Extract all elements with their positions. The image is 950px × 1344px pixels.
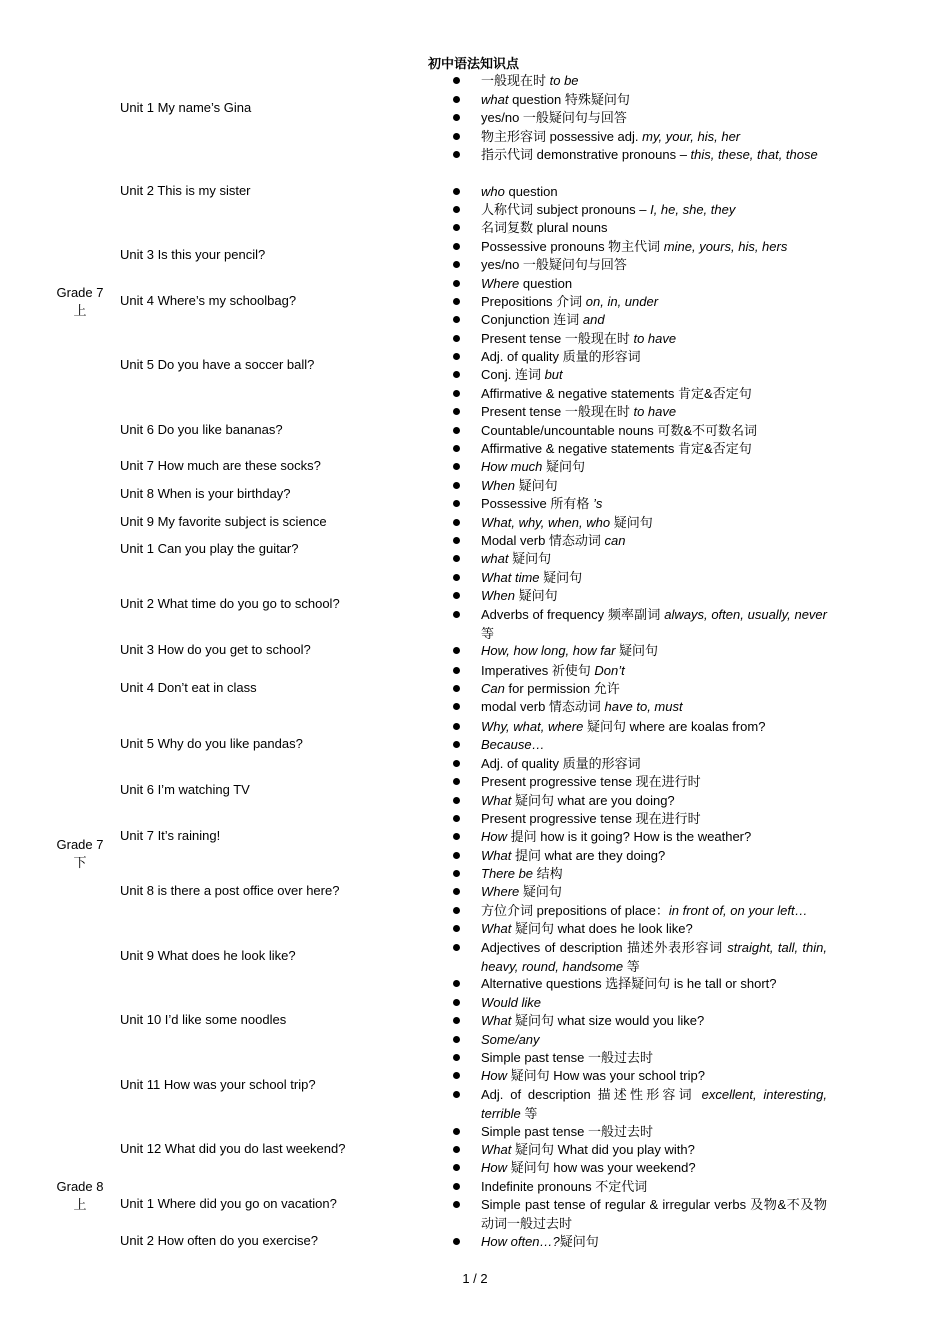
grammar-point bbox=[453, 698, 827, 717]
grammar-point-text: Some/any bbox=[481, 1032, 540, 1047]
unit-title: Unit 11 How was your school trip? bbox=[120, 1077, 316, 1092]
grammar-point bbox=[453, 1178, 827, 1197]
grammar-point bbox=[453, 293, 827, 312]
grammar-point-text: Adj. of description 描述性形容词 excellent, interesting, terrible 等 bbox=[481, 1087, 828, 1121]
grammar-point bbox=[453, 1049, 827, 1068]
grammar-point bbox=[453, 532, 827, 551]
grade-label bbox=[44, 1178, 116, 1214]
grammar-point bbox=[453, 201, 827, 220]
grammar-point-text: who question bbox=[481, 184, 558, 199]
bullet-icon bbox=[453, 703, 460, 710]
grammar-point-text: How 提问 how is it going? How is the weather? bbox=[481, 829, 752, 844]
grammar-point-text: Adj. of quality 质量的形容词 bbox=[481, 349, 641, 364]
bullet-icon bbox=[453, 611, 460, 618]
grammar-point-text: What, why, when, who 疑问句 bbox=[481, 515, 653, 530]
grammar-point bbox=[453, 587, 827, 606]
bullet-icon bbox=[453, 723, 460, 730]
grammar-point bbox=[453, 902, 827, 921]
document-title: 初中语法知识点 bbox=[428, 56, 520, 71]
unit-title: Unit 2 How often do you exercise? bbox=[120, 1233, 318, 1248]
unit-title: Unit 3 Is this your pencil? bbox=[120, 247, 266, 262]
grammar-point-text: There be 结构 bbox=[481, 866, 563, 881]
grammar-point-text: Affirmative & negative statements 肯定&否定句 bbox=[481, 386, 752, 401]
page-number: 1 / 2 bbox=[462, 1271, 488, 1286]
bullet-icon bbox=[453, 224, 460, 231]
grammar-point-text: 方位介词 prepositions of place：in front of, on your left… bbox=[481, 903, 808, 918]
grammar-point bbox=[453, 128, 827, 147]
unit-title: Unit 7 How much are these socks? bbox=[120, 458, 321, 473]
grammar-point bbox=[453, 238, 827, 257]
grammar-point bbox=[453, 348, 827, 367]
bullet-icon bbox=[453, 1036, 460, 1043]
grammar-point bbox=[453, 514, 827, 533]
bullet-icon bbox=[453, 870, 460, 877]
grammar-point bbox=[453, 219, 827, 238]
unit-title: Unit 5 Why do you like pandas? bbox=[120, 736, 303, 751]
grammar-point-text: 人称代词 subject pronouns – I, he, she, they bbox=[481, 202, 736, 217]
grammar-point-text: Adjectives of description 描述外表形容词 straight, tall, thin, heavy, round, handsome 等 bbox=[481, 940, 827, 974]
grammar-point bbox=[453, 680, 827, 699]
grammar-point-text: Conjunction 连词 and bbox=[481, 312, 605, 327]
grammar-point bbox=[453, 495, 827, 514]
bullet-icon bbox=[453, 500, 460, 507]
grammar-point-text: Modal verb 情态动词 can bbox=[481, 533, 626, 548]
grammar-point bbox=[453, 920, 827, 939]
grammar-point-text: Present tense 一般现在时 to have bbox=[481, 404, 677, 419]
grammar-point bbox=[453, 1123, 827, 1142]
unit-title: Unit 6 Do you like bananas? bbox=[120, 422, 283, 437]
bullet-icon bbox=[453, 925, 460, 932]
grammar-point-text: Alternative questions 选择疑问句 is he tall or short? bbox=[481, 976, 777, 991]
grammar-point-text: Conj. 连词 but bbox=[481, 367, 563, 382]
bullet-icon bbox=[453, 463, 460, 470]
grammar-point bbox=[453, 939, 827, 976]
grammar-point bbox=[453, 1141, 827, 1160]
unit-title: Unit 2 What time do you go to school? bbox=[120, 596, 340, 611]
bullet-icon bbox=[453, 280, 460, 287]
grammar-point-text: Can for permission 允许 bbox=[481, 681, 620, 696]
bullet-icon bbox=[453, 1054, 460, 1061]
unit-title: Unit 9 My favorite subject is science bbox=[120, 514, 327, 529]
unit-title: Unit 10 I’d like some noodles bbox=[120, 1012, 287, 1027]
bullet-icon bbox=[453, 519, 460, 526]
grammar-point bbox=[453, 183, 827, 202]
bullet-icon bbox=[453, 999, 460, 1006]
unit-title: Unit 1 My name’s Gina bbox=[120, 100, 252, 115]
grammar-point-text: 一般现在时 to be bbox=[481, 73, 579, 88]
bullet-icon bbox=[453, 592, 460, 599]
grammar-point-text: Present tense 一般现在时 to have bbox=[481, 331, 677, 346]
bullet-icon bbox=[453, 852, 460, 859]
bullet-icon bbox=[453, 760, 460, 767]
grammar-point bbox=[453, 1196, 827, 1233]
grammar-point-text: When 疑问句 bbox=[481, 588, 558, 603]
grammar-point bbox=[453, 330, 827, 349]
grammar-point-text: Simple past tense 一般过去时 bbox=[481, 1124, 653, 1139]
bullet-icon bbox=[453, 1017, 460, 1024]
grammar-point-text: Prepositions 介词 on, in, under bbox=[481, 294, 659, 309]
grammar-point-text: Imperatives 祈使句 Don’t bbox=[481, 663, 625, 678]
grammar-point-text: Simple past tense 一般过去时 bbox=[481, 1050, 653, 1065]
unit-title: Unit 8 When is your birthday? bbox=[120, 486, 291, 501]
bullet-icon bbox=[453, 371, 460, 378]
bullet-icon bbox=[453, 815, 460, 822]
grammar-point-text: Countable/uncountable nouns 可数&不可数名词 bbox=[481, 423, 758, 438]
grammar-point bbox=[453, 1012, 827, 1031]
bullet-icon bbox=[453, 1164, 460, 1171]
grammar-point-text: modal verb 情态动词 have to, must bbox=[481, 699, 683, 714]
grammar-point bbox=[453, 865, 827, 884]
bullet-icon bbox=[453, 77, 460, 84]
bullet-icon bbox=[453, 206, 460, 213]
grammar-point bbox=[453, 91, 827, 110]
bullet-icon bbox=[453, 888, 460, 895]
grammar-point-text: Affirmative & negative statements 肯定&否定句 bbox=[481, 441, 752, 456]
grammar-point bbox=[453, 718, 827, 737]
bullet-icon bbox=[453, 797, 460, 804]
grammar-point bbox=[453, 606, 827, 643]
bullet-icon bbox=[453, 298, 460, 305]
grammar-point-text: Why, what, where 疑问句 where are koalas from? bbox=[481, 719, 766, 734]
grammar-point bbox=[453, 366, 827, 385]
unit-title: Unit 4 Don’t eat in class bbox=[120, 680, 257, 695]
bullet-icon bbox=[453, 980, 460, 987]
unit-title: Unit 12 What did you do last weekend? bbox=[120, 1141, 346, 1156]
grammar-point bbox=[453, 550, 827, 569]
grammar-point-text: Adj. of quality 质量的形容词 bbox=[481, 756, 641, 771]
unit-title: Unit 1 Where did you go on vacation? bbox=[120, 1196, 337, 1211]
grammar-point bbox=[453, 847, 827, 866]
bullet-icon bbox=[453, 445, 460, 452]
bullet-icon bbox=[453, 353, 460, 360]
unit-title: Unit 8 is there a post office over here? bbox=[120, 883, 340, 898]
grammar-point-text: What 提问 what are they doing? bbox=[481, 848, 666, 863]
grammar-point-text: What 疑问句 What did you play with? bbox=[481, 1142, 695, 1157]
bullet-icon bbox=[453, 390, 460, 397]
bullet-icon bbox=[453, 335, 460, 342]
grade-label bbox=[44, 284, 116, 320]
grammar-point-text: What time 疑问句 bbox=[481, 570, 583, 585]
bullet-icon bbox=[453, 1146, 460, 1153]
bullet-icon bbox=[453, 1072, 460, 1079]
grammar-point-text: Possessive pronouns 物主代词 mine, yours, his, hers bbox=[481, 239, 788, 254]
grammar-point bbox=[453, 792, 827, 811]
grade-name: Grade 7 bbox=[56, 837, 104, 852]
unit-title: Unit 2 This is my sister bbox=[120, 183, 251, 198]
grade-term: 下 bbox=[73, 855, 87, 870]
bullet-icon bbox=[453, 1128, 460, 1135]
bullet-icon bbox=[453, 1238, 460, 1245]
grammar-point bbox=[453, 1086, 827, 1123]
bullet-icon bbox=[453, 316, 460, 323]
bullet-icon bbox=[453, 261, 460, 268]
bullet-icon bbox=[453, 537, 460, 544]
grammar-point-text: yes/no 一般疑问句与回答 bbox=[481, 110, 627, 125]
grade-name: Grade 8 bbox=[56, 1179, 104, 1194]
grammar-point-text: What 疑问句 what are you doing? bbox=[481, 793, 675, 808]
grammar-point bbox=[453, 1067, 827, 1086]
grammar-point bbox=[453, 458, 827, 477]
bullet-icon bbox=[453, 1201, 460, 1208]
bullet-icon bbox=[453, 96, 460, 103]
bullet-icon bbox=[453, 574, 460, 581]
bullet-icon bbox=[453, 944, 460, 951]
grammar-point-text: what question 特殊疑问句 bbox=[481, 92, 630, 107]
grammar-point bbox=[453, 275, 827, 294]
grammar-point-text: How 疑问句 how was your weekend? bbox=[481, 1160, 696, 1175]
grade-term: 上 bbox=[73, 1197, 87, 1212]
grammar-point-text: Adverbs of frequency 频率副词 always, often, usually, never 等 bbox=[481, 607, 827, 641]
grammar-point-text: What 疑问句 what does he look like? bbox=[481, 921, 693, 936]
grammar-point-text: Simple past tense of regular & irregular verbs 及物&不及物动词一般过去时 bbox=[481, 1197, 827, 1231]
grammar-point bbox=[453, 403, 827, 422]
grade-name: Grade 7 bbox=[56, 285, 104, 300]
bullet-icon bbox=[453, 647, 460, 654]
grammar-point-text: How often…?疑问句 bbox=[481, 1234, 599, 1249]
grammar-point-text: what 疑问句 bbox=[481, 551, 552, 566]
grammar-point bbox=[453, 883, 827, 902]
bullet-icon bbox=[453, 1183, 460, 1190]
grammar-point bbox=[453, 994, 827, 1013]
grammar-point bbox=[453, 256, 827, 275]
grammar-point-text: Possessive 所有格 ’s bbox=[481, 496, 603, 511]
grade-label bbox=[44, 836, 116, 872]
bullet-icon bbox=[453, 133, 460, 140]
grade-term: 上 bbox=[73, 303, 87, 318]
grammar-point bbox=[453, 109, 827, 128]
grammar-point-text: Present progressive tense 现在进行时 bbox=[481, 774, 701, 789]
grammar-point bbox=[453, 146, 827, 165]
grammar-point bbox=[453, 440, 827, 459]
unit-title: Unit 5 Do you have a soccer ball? bbox=[120, 357, 315, 372]
grammar-point bbox=[453, 1233, 827, 1252]
bullet-icon bbox=[453, 1091, 460, 1098]
grammar-point bbox=[453, 755, 827, 774]
grammar-point bbox=[453, 311, 827, 330]
unit-title: Unit 7 It’s raining! bbox=[120, 828, 221, 843]
unit-title: Unit 3 How do you get to school? bbox=[120, 642, 311, 657]
grammar-point-text: When 疑问句 bbox=[481, 478, 558, 493]
grammar-point-text: 物主形容词 possessive adj. my, your, his, her bbox=[481, 129, 741, 144]
grammar-point bbox=[453, 1159, 827, 1178]
grammar-point bbox=[453, 662, 827, 681]
unit-title: Unit 1 Can you play the guitar? bbox=[120, 541, 299, 556]
unit-title: Unit 4 Where’s my schoolbag? bbox=[120, 293, 297, 308]
bullet-icon bbox=[453, 685, 460, 692]
grammar-point bbox=[453, 72, 827, 91]
grammar-point-text: yes/no 一般疑问句与回答 bbox=[481, 257, 627, 272]
grammar-point bbox=[453, 422, 827, 441]
bullet-icon bbox=[453, 667, 460, 674]
grammar-point-text: Where 疑问句 bbox=[481, 884, 562, 899]
grammar-point bbox=[453, 828, 827, 847]
bullet-icon bbox=[453, 427, 460, 434]
grammar-point-text: How 疑问句 How was your school trip? bbox=[481, 1068, 705, 1083]
grammar-point bbox=[453, 642, 827, 661]
bullet-icon bbox=[453, 778, 460, 785]
bullet-icon bbox=[453, 114, 460, 121]
bullet-icon bbox=[453, 188, 460, 195]
grammar-point-text: Would like bbox=[481, 995, 541, 1010]
grammar-point-text: Present progressive tense 现在进行时 bbox=[481, 811, 701, 826]
bullet-icon bbox=[453, 555, 460, 562]
grammar-point-text: 名词复数 plural nouns bbox=[481, 220, 608, 235]
grammar-point bbox=[453, 1031, 827, 1050]
grammar-point bbox=[453, 569, 827, 588]
bullet-icon bbox=[453, 408, 460, 415]
grammar-point bbox=[453, 810, 827, 829]
bullet-icon bbox=[453, 907, 460, 914]
bullet-icon bbox=[453, 741, 460, 748]
grammar-point-text: What 疑问句 what size would you like? bbox=[481, 1013, 705, 1028]
grammar-point bbox=[453, 385, 827, 404]
bullet-icon bbox=[453, 151, 460, 158]
grammar-point-text: How, how long, how far 疑问句 bbox=[481, 643, 659, 658]
grammar-point-text: How much 疑问句 bbox=[481, 459, 586, 474]
grammar-point bbox=[453, 736, 827, 755]
grammar-point bbox=[453, 773, 827, 792]
grammar-point-text: Because… bbox=[481, 737, 545, 752]
unit-title: Unit 6 I’m watching TV bbox=[120, 782, 250, 797]
bullet-icon bbox=[453, 482, 460, 489]
unit-title: Unit 9 What does he look like? bbox=[120, 948, 296, 963]
bullet-icon bbox=[453, 833, 460, 840]
grammar-point-text: 指示代词 demonstrative pronouns – this, these, that, those bbox=[481, 147, 818, 162]
grammar-point bbox=[453, 975, 827, 994]
grammar-point bbox=[453, 477, 827, 496]
grammar-point-text: Indefinite pronouns 不定代词 bbox=[481, 1179, 648, 1194]
bullet-icon bbox=[453, 243, 460, 250]
grammar-point-text: Where question bbox=[481, 276, 573, 291]
